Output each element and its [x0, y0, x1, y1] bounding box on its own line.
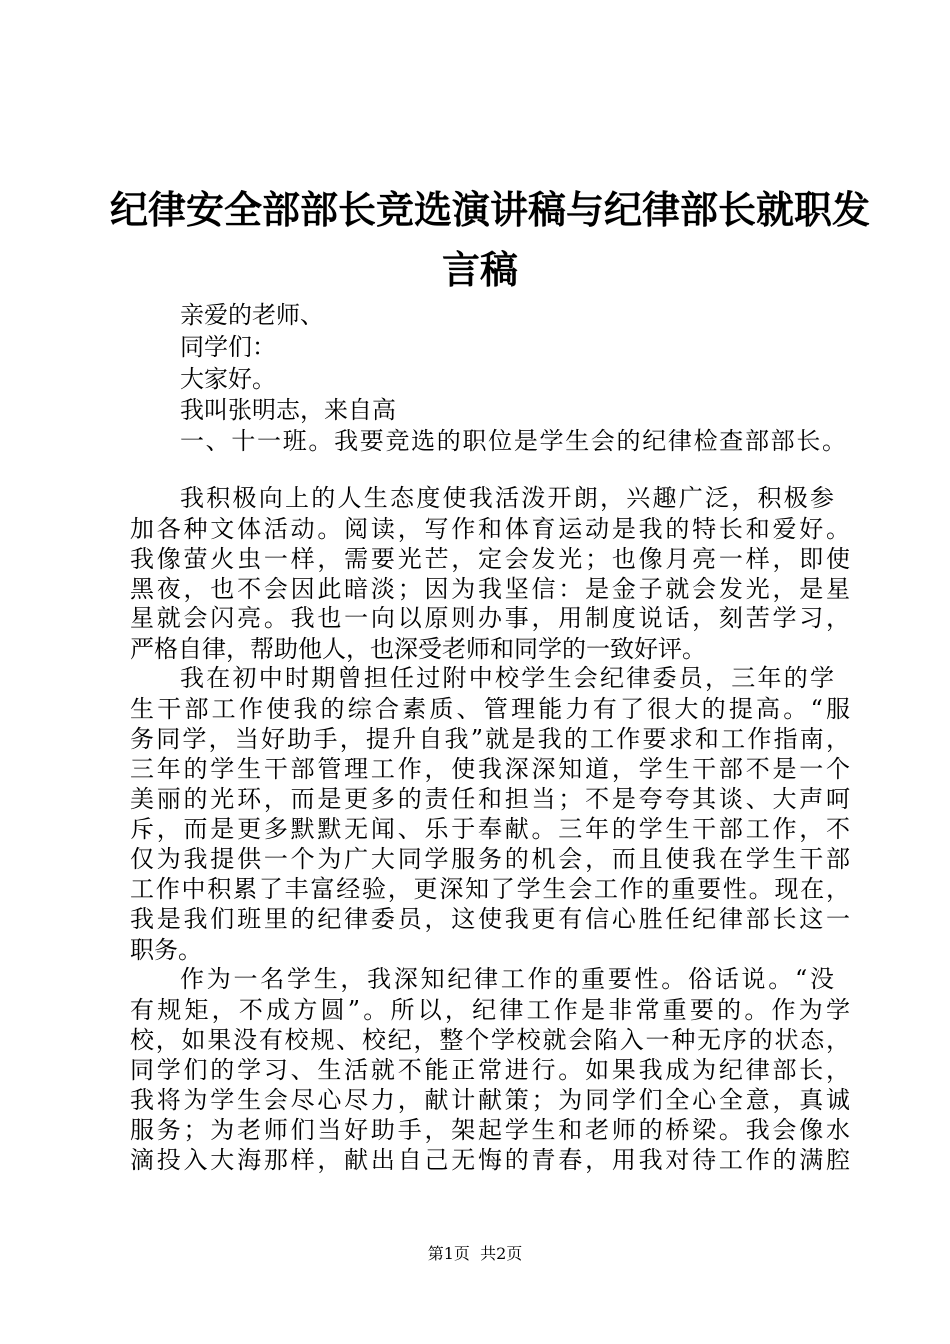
- body-line: 生干部工作使我的综合素质、管理能力有了很大的提高。“服: [130, 695, 850, 723]
- body-line: 滴投入大海那样，献出自己无悔的青春，用我对待工作的满腔: [130, 1146, 850, 1174]
- greeting-line: 我叫张明志，来自高: [180, 396, 396, 424]
- page-footer: 第1页 共2页: [427, 1244, 523, 1263]
- document-title-line-2: 言稿: [441, 247, 518, 292]
- body-line: 我在初中时期曾担任过附中校学生会纪律委员，三年的学: [180, 664, 834, 692]
- body-line: 星就会闪亮。我也一向以原则办事，用制度说话，刻苦学习，: [130, 604, 850, 632]
- body-line: 加各种文体活动。阅读，写作和体育运动是我的特长和爱好。: [130, 515, 850, 543]
- body-line: 黑夜，也不会因此暗淡；因为我坚信：是金子就会发光，是星: [130, 575, 850, 603]
- body-line: 三年的学生干部管理工作，使我深深知道，学生干部不是一个: [130, 755, 850, 783]
- body-line: 我像萤火虫一样，需要光芒，定会发光；也像月亮一样，即使: [130, 545, 850, 573]
- body-line: 严格自律，帮助他人，也深受老师和同学的一致好评。: [130, 635, 706, 663]
- body-line: 校，如果没有校规、校纪，整个学校就会陷入一种无序的状态，: [130, 1026, 850, 1054]
- document-title-line-1: 纪律安全部部长竞选演讲稿与纪律部长就职发: [110, 187, 871, 232]
- greeting-line: 一、十一班。我要竞选的职位是学生会的纪律检查部部长。: [180, 427, 846, 455]
- body-line: 美丽的光环，而是更多的责任和担当；不是夸夸其谈、大声呵: [130, 785, 850, 813]
- body-line: 我是我们班里的纪律委员，这使我更有信心胜任纪律部长这一: [130, 905, 850, 933]
- body-line: 我积极向上的人生态度使我活泼开朗，兴趣广泛，积极参: [180, 484, 834, 512]
- body-line: 务同学，当好助手，提升自我”就是我的工作要求和工作指南，: [130, 725, 850, 753]
- greeting-line: 亲爱的老师、: [180, 301, 324, 329]
- body-line: 我将为学生会尽心尽力，献计献策；为同学们全心全意，真诚: [130, 1086, 850, 1114]
- body-line: 斥，而是更多默默无闻、乐于奉献。三年的学生干部工作，不: [130, 815, 850, 843]
- body-line: 同学们的学习、生活就不能正常进行。如果我成为纪律部长，: [130, 1056, 850, 1084]
- body-line: 服务；为老师们当好助手，架起学生和老师的桥梁。我会像水: [130, 1116, 850, 1144]
- body-line: 工作中积累了丰富经验，更深知了学生会工作的重要性。现在，: [130, 875, 850, 903]
- body-line: 职务。: [130, 936, 202, 964]
- body-line: 作为一名学生，我深知纪律工作的重要性。俗话说。“没: [180, 965, 834, 993]
- greeting-line: 同学们：: [180, 333, 276, 361]
- greeting-line: 大家好。: [180, 365, 276, 393]
- body-line: 有规矩，不成方圆”。所以，纪律工作是非常重要的。作为学: [130, 996, 850, 1024]
- body-line: 仅为我提供一个为广大同学服务的机会，而且使我在学生干部: [130, 845, 850, 873]
